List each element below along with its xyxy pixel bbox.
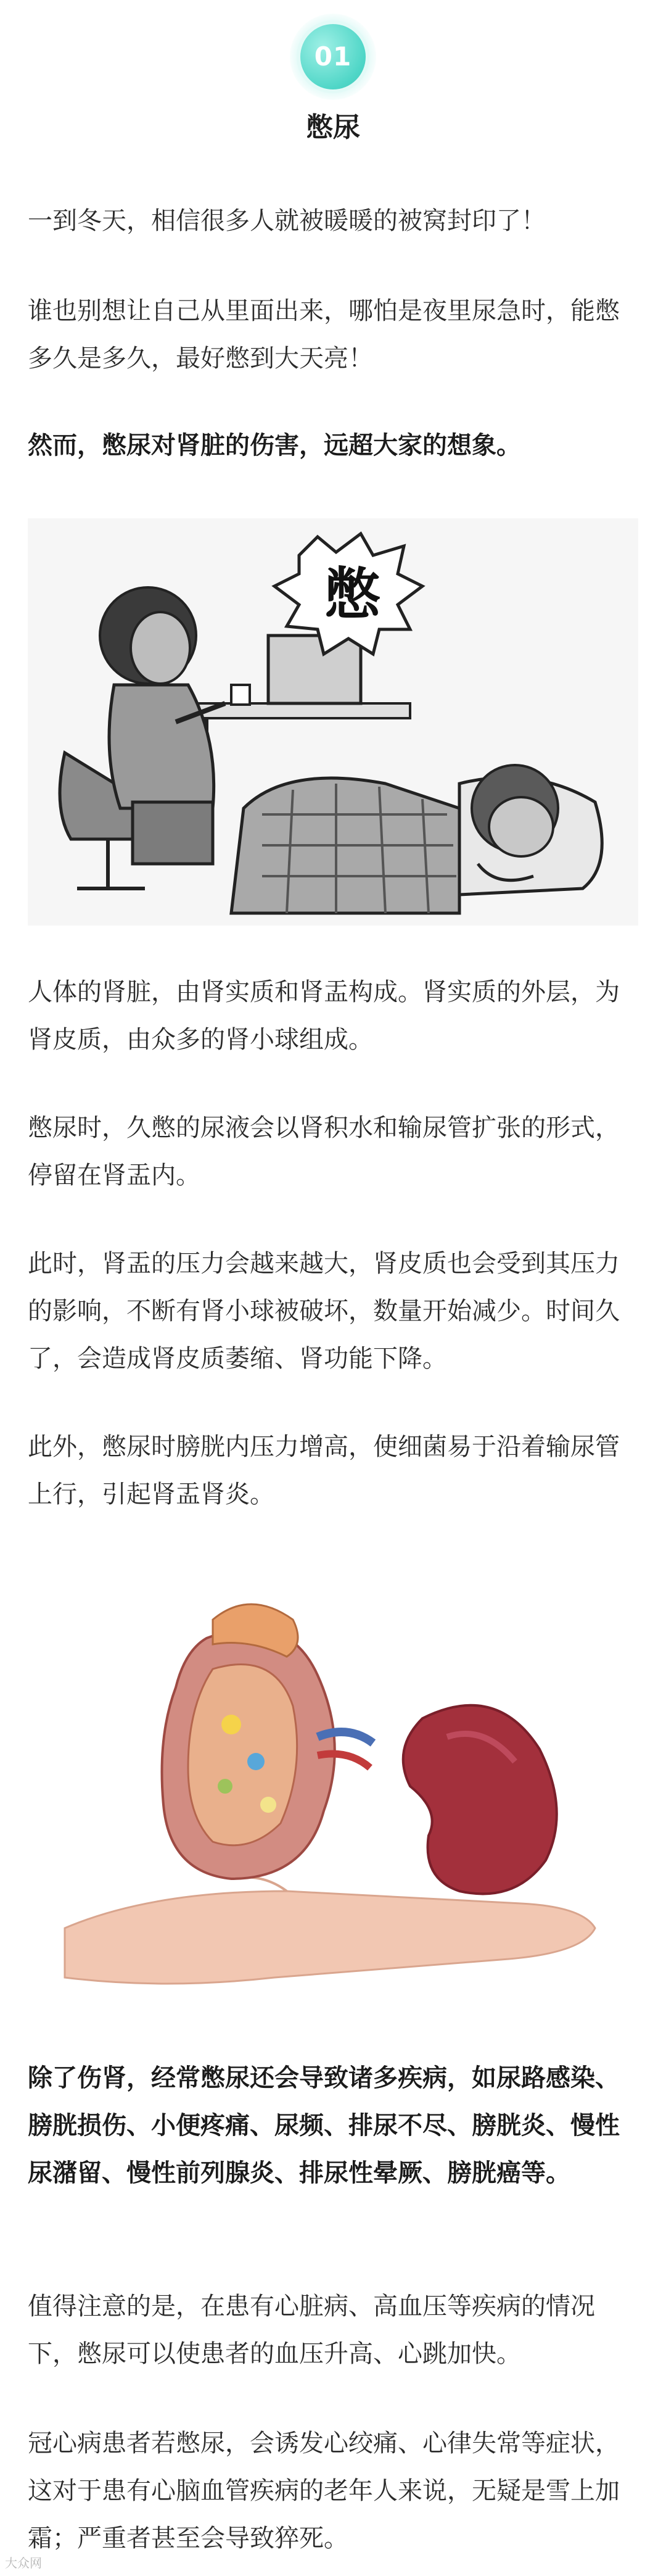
- paragraph-5: 憋尿时，久憋的尿液会以肾积水和输尿管扩张的形式，停留在肾盂内。: [28, 1114, 620, 1190]
- badge-circle: [300, 24, 366, 89]
- paragraph-9: 值得注意的是，在患有心脏病、高血压等疾病的情况下，憋尿可以使患者的血压升高、心跳加快。: [28, 2292, 595, 2368]
- bubble-character: 憋: [324, 561, 381, 627]
- section-badge: [0, 14, 666, 106]
- cartoon-svg: [28, 518, 638, 926]
- paragraph-4: 人体的肾脏，由肾实质和肾盂构成。肾实质的外层，为肾皮质，由众多的肾小球组成。: [28, 978, 620, 1054]
- paragraph-8-bold: 除了伤肾，经常憋尿还会导致诸多疾病，如尿路感染、膀胱损伤、小便疼痛、尿频、排尿不尽、膀胱炎、慢性尿潴留、慢性前列腺炎、排尿性晕厥、膀胱癌等。: [28, 2064, 620, 2187]
- watermark: 大众网: [5, 2556, 42, 2570]
- cartoon-illustration: [28, 518, 638, 926]
- paragraph-2: 谁也别想让自己从里面出来，哪怕是夜里尿急时，能憋多久是多久，最好憋到大天亮！: [28, 297, 620, 373]
- kidney-svg: [28, 1583, 638, 2015]
- paragraph-6: 此时，肾盂的压力会越来越大，肾皮质也会受到其压力的影响，不断有肾小球被破坏，数量开始减少。时间久了，会造成肾皮质萎缩、肾功能下降。: [28, 1249, 620, 1373]
- paragraph-7: 此外，憋尿时膀胱内压力增高，使细菌易于沿着输尿管上行，引起肾盂肾炎。: [28, 1433, 620, 1509]
- kidney-photo: [28, 1583, 638, 2015]
- paragraph-3-bold: 然而，憋尿对肾脏的伤害，远超大家的想象。: [28, 431, 521, 460]
- section-title: 憋尿: [306, 112, 360, 143]
- section-number: 01: [314, 41, 352, 72]
- paragraph-10: 冠心病患者若憋尿，会诱发心绞痛、心律失常等症状，这对于患有心脑血管疾病的老年人来说，无疑是雪上加霜；严重者甚至会导致猝死。: [28, 2429, 620, 2553]
- paragraph-1: 一到冬天，相信很多人就被暖暖的被窝封印了！: [28, 207, 546, 235]
